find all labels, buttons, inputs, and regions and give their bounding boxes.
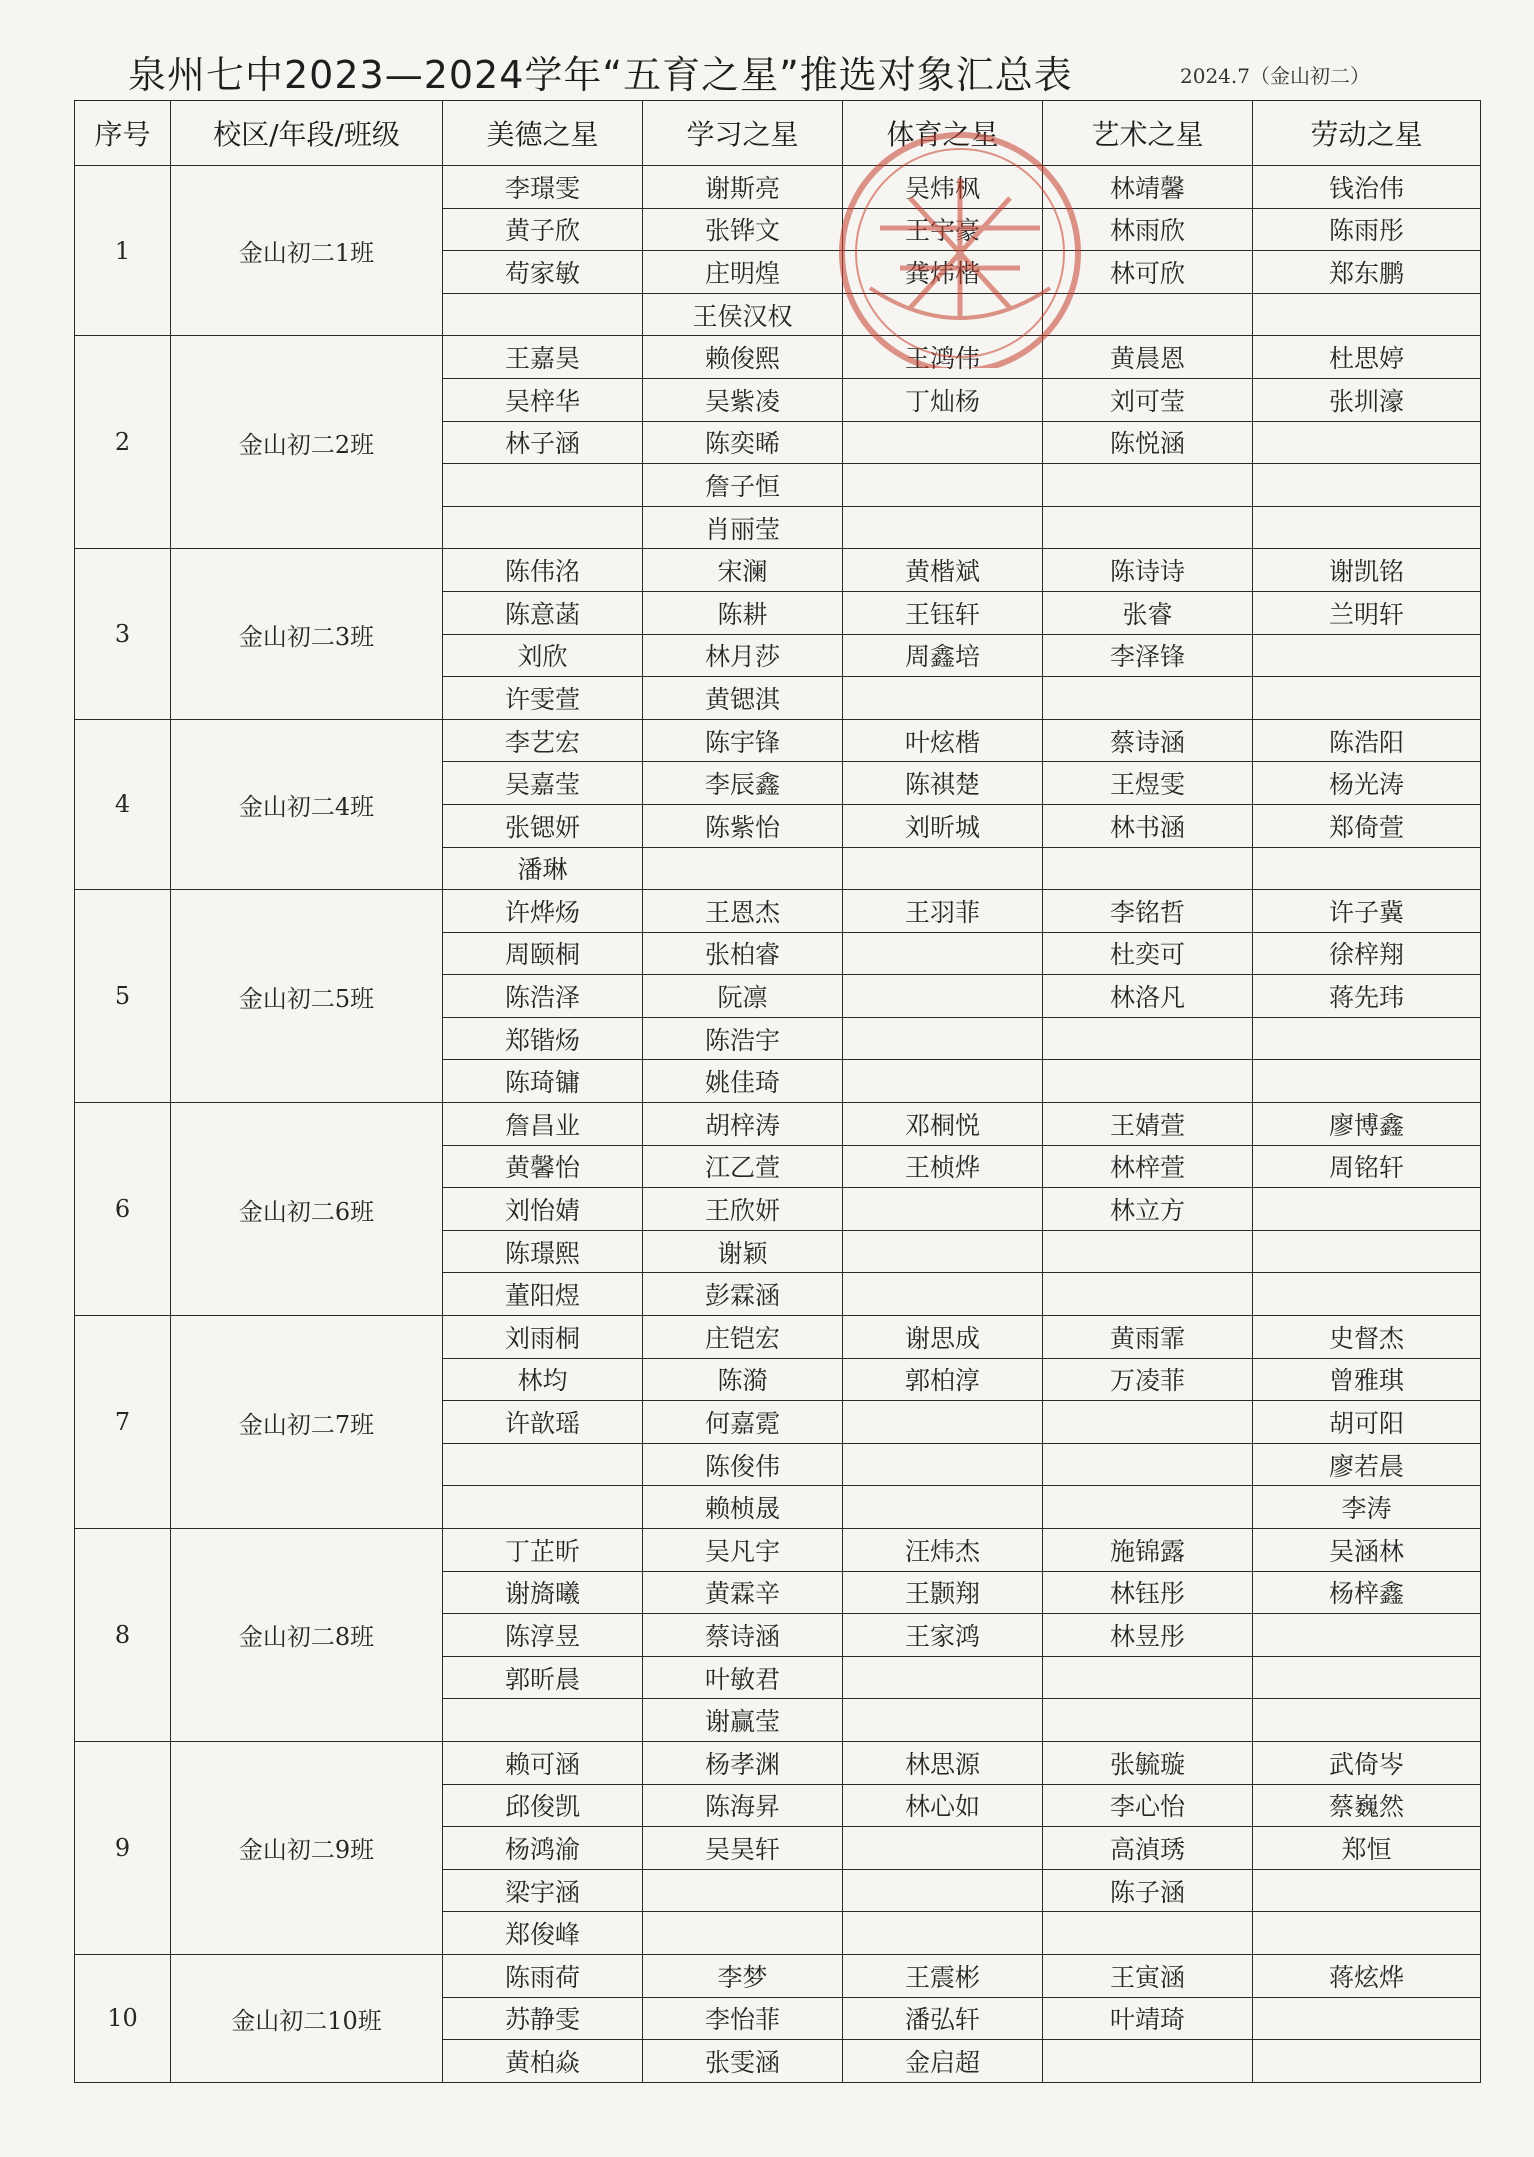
table-row — [75, 890, 1481, 933]
cell-art-star: 陈悦涵 — [1043, 421, 1253, 464]
cell-sports-star: 汪炜杰 — [843, 1529, 1043, 1572]
cell-art-star — [1043, 506, 1253, 549]
cell-art-star: 王婧萱 — [1043, 1103, 1253, 1146]
cell-virtue-star: 吴梓华 — [443, 378, 643, 421]
table-row — [75, 336, 1481, 379]
cell-sports-star: 谢思成 — [843, 1316, 1043, 1359]
cell-sports-star: 金启超 — [843, 2040, 1043, 2083]
cell-study-star: 肖丽莹 — [643, 506, 843, 549]
cell-labor-star — [1253, 1656, 1481, 1699]
cell-art-star: 杜奕可 — [1043, 932, 1253, 975]
cell-seq: 2 — [75, 336, 171, 549]
cell-class: 金山初二3班 — [171, 549, 443, 719]
cell-labor-star — [1253, 1699, 1481, 1742]
cell-study-star: 吴凡宇 — [643, 1529, 843, 1572]
cell-virtue-star: 许烨炀 — [443, 890, 643, 933]
cell-sports-star — [843, 421, 1043, 464]
cell-study-star: 李辰鑫 — [643, 762, 843, 805]
cell-virtue-star: 苏静雯 — [443, 1997, 643, 2040]
cell-labor-star: 周铭轩 — [1253, 1145, 1481, 1188]
cell-seq: 1 — [75, 166, 171, 336]
cell-art-star: 林昱彤 — [1043, 1614, 1253, 1657]
cell-study-star: 陈海昇 — [643, 1784, 843, 1827]
cell-study-star: 彭霖涵 — [643, 1273, 843, 1316]
cell-art-star: 陈子涵 — [1043, 1869, 1253, 1912]
table-row — [75, 1529, 1481, 1572]
cell-virtue-star — [443, 293, 643, 336]
cell-virtue-star: 黄柏焱 — [443, 2040, 643, 2083]
cell-labor-star — [1253, 1188, 1481, 1231]
cell-study-star: 吴紫凌 — [643, 378, 843, 421]
cell-study-star — [643, 847, 843, 890]
cell-art-star — [1043, 1230, 1253, 1273]
cell-sports-star: 郭柏淳 — [843, 1358, 1043, 1401]
cell-labor-star: 李涛 — [1253, 1486, 1481, 1529]
cell-sports-star — [843, 1656, 1043, 1699]
cell-art-star — [1043, 2040, 1253, 2083]
cell-sports-star — [843, 1827, 1043, 1870]
cell-art-star — [1043, 1699, 1253, 1742]
cell-sports-star — [843, 1017, 1043, 1060]
cell-labor-star: 郑恒 — [1253, 1827, 1481, 1870]
cell-study-star: 李怡菲 — [643, 1997, 843, 2040]
table-header-row — [75, 101, 1481, 166]
cell-art-star: 高湞琇 — [1043, 1827, 1253, 1870]
cell-labor-star — [1253, 1912, 1481, 1955]
cell-labor-star: 廖若晨 — [1253, 1443, 1481, 1486]
cell-class: 金山初二5班 — [171, 890, 443, 1103]
cell-art-star — [1043, 1486, 1253, 1529]
cell-sports-star — [843, 1273, 1043, 1316]
cell-virtue-star: 詹昌业 — [443, 1103, 643, 1146]
cell-labor-star — [1253, 506, 1481, 549]
cell-labor-star: 钱治伟 — [1253, 166, 1481, 209]
cell-sports-star — [843, 1401, 1043, 1444]
cell-sports-star — [843, 1060, 1043, 1103]
cell-labor-star — [1253, 634, 1481, 677]
cell-virtue-star: 董阳煜 — [443, 1273, 643, 1316]
cell-labor-star: 胡可阳 — [1253, 1401, 1481, 1444]
cell-virtue-star: 王嘉昊 — [443, 336, 643, 379]
cell-labor-star: 蔡巍然 — [1253, 1784, 1481, 1827]
cell-study-star: 黄霖辛 — [643, 1571, 843, 1614]
cell-labor-star — [1253, 1869, 1481, 1912]
table-row — [75, 1954, 1481, 1997]
cell-sports-star — [843, 293, 1043, 336]
cell-study-star: 胡梓涛 — [643, 1103, 843, 1146]
cell-sports-star: 王桢烨 — [843, 1145, 1043, 1188]
cell-virtue-star: 李璟雯 — [443, 166, 643, 209]
cell-virtue-star: 郑俊峰 — [443, 1912, 643, 1955]
cell-sports-star: 王羽菲 — [843, 890, 1043, 933]
cell-sports-star: 林思源 — [843, 1741, 1043, 1784]
cell-study-star: 姚佳琦 — [643, 1060, 843, 1103]
cell-virtue-star: 吴嘉莹 — [443, 762, 643, 805]
cell-virtue-star: 刘怡婧 — [443, 1188, 643, 1231]
cell-art-star: 林梓萱 — [1043, 1145, 1253, 1188]
cell-labor-star: 陈浩阳 — [1253, 719, 1481, 762]
cell-study-star: 何嘉霓 — [643, 1401, 843, 1444]
cell-virtue-star — [443, 1699, 643, 1742]
cell-sports-star: 刘昕城 — [843, 804, 1043, 847]
cell-seq: 10 — [75, 1954, 171, 2082]
cell-virtue-star: 陈意菡 — [443, 591, 643, 634]
cell-labor-star: 杨光涛 — [1253, 762, 1481, 805]
cell-study-star — [643, 1869, 843, 1912]
cell-study-star: 张柏睿 — [643, 932, 843, 975]
cell-sports-star — [843, 847, 1043, 890]
cell-virtue-star: 陈琦镛 — [443, 1060, 643, 1103]
cell-virtue-star: 邱俊凯 — [443, 1784, 643, 1827]
table-row — [75, 1103, 1481, 1146]
cell-sports-star — [843, 975, 1043, 1018]
cell-seq: 9 — [75, 1741, 171, 1954]
cell-art-star: 李泽锋 — [1043, 634, 1253, 677]
cell-virtue-star: 陈雨荷 — [443, 1954, 643, 1997]
cell-virtue-star: 刘欣 — [443, 634, 643, 677]
cell-virtue-star: 林均 — [443, 1358, 643, 1401]
cell-class: 金山初二8班 — [171, 1529, 443, 1742]
document-title: 泉州七中2023—2024学年“五育之星”推选对象汇总表 — [128, 53, 1073, 97]
cell-study-star: 詹子恒 — [643, 464, 843, 507]
header — [0, 36, 1534, 104]
cell-sports-star: 林心如 — [843, 1784, 1043, 1827]
cell-art-star — [1043, 1401, 1253, 1444]
nominee-table — [74, 100, 1481, 2083]
cell-labor-star: 陈雨彤 — [1253, 208, 1481, 251]
header-labor-star: 劳动之星 — [1253, 101, 1481, 166]
cell-virtue-star — [443, 1486, 643, 1529]
cell-study-star: 陈奕晞 — [643, 421, 843, 464]
table-row — [75, 1741, 1481, 1784]
cell-sports-star — [843, 1188, 1043, 1231]
cell-labor-star — [1253, 293, 1481, 336]
cell-art-star: 施锦露 — [1043, 1529, 1253, 1572]
cell-study-star: 王欣妍 — [643, 1188, 843, 1231]
cell-labor-star — [1253, 2040, 1481, 2083]
cell-study-star: 王恩杰 — [643, 890, 843, 933]
cell-labor-star: 廖博鑫 — [1253, 1103, 1481, 1146]
cell-art-star — [1043, 1060, 1253, 1103]
cell-labor-star: 兰明轩 — [1253, 591, 1481, 634]
cell-labor-star: 杜思婷 — [1253, 336, 1481, 379]
cell-labor-star: 谢凯铭 — [1253, 549, 1481, 592]
cell-labor-star: 张圳濠 — [1253, 378, 1481, 421]
cell-study-star: 蔡诗涵 — [643, 1614, 843, 1657]
cell-virtue-star: 郑锴炀 — [443, 1017, 643, 1060]
cell-art-star — [1043, 847, 1253, 890]
cell-labor-star: 蒋先玮 — [1253, 975, 1481, 1018]
cell-study-star: 林月莎 — [643, 634, 843, 677]
cell-study-star: 谢颖 — [643, 1230, 843, 1273]
cell-virtue-star: 苟家敏 — [443, 251, 643, 294]
cell-virtue-star: 刘雨桐 — [443, 1316, 643, 1359]
cell-virtue-star: 郭昕晨 — [443, 1656, 643, 1699]
cell-labor-star — [1253, 1997, 1481, 2040]
cell-virtue-star: 黄馨怡 — [443, 1145, 643, 1188]
cell-sports-star: 陈祺楚 — [843, 762, 1043, 805]
header-class: 校区/年段/班级 — [171, 101, 443, 166]
cell-sports-star — [843, 1230, 1043, 1273]
cell-sports-star: 吴炜枫 — [843, 166, 1043, 209]
cell-art-star — [1043, 677, 1253, 720]
cell-art-star: 陈诗诗 — [1043, 549, 1253, 592]
cell-sports-star: 王家鸿 — [843, 1614, 1043, 1657]
cell-study-star: 王侯汉权 — [643, 293, 843, 336]
cell-study-star: 张铧文 — [643, 208, 843, 251]
cell-art-star: 林雨欣 — [1043, 208, 1253, 251]
cell-sports-star: 王颢翔 — [843, 1571, 1043, 1614]
cell-sports-star — [843, 464, 1043, 507]
cell-virtue-star: 林子涵 — [443, 421, 643, 464]
cell-virtue-star: 潘琳 — [443, 847, 643, 890]
cell-virtue-star: 丁芷昕 — [443, 1529, 643, 1572]
cell-art-star: 林钰彤 — [1043, 1571, 1253, 1614]
cell-class: 金山初二10班 — [171, 1954, 443, 2082]
cell-virtue-star — [443, 1443, 643, 1486]
cell-labor-star — [1253, 1060, 1481, 1103]
cell-sports-star — [843, 1443, 1043, 1486]
cell-study-star: 叶敏君 — [643, 1656, 843, 1699]
cell-study-star: 吴昊轩 — [643, 1827, 843, 1870]
cell-art-star: 林可欣 — [1043, 251, 1253, 294]
cell-virtue-star: 梁宇涵 — [443, 1869, 643, 1912]
cell-virtue-star: 许雯萱 — [443, 677, 643, 720]
cell-virtue-star: 杨鸿渝 — [443, 1827, 643, 1870]
cell-study-star — [643, 1912, 843, 1955]
header-virtue-star: 美德之星 — [443, 101, 643, 166]
cell-sports-star: 黄楷斌 — [843, 549, 1043, 592]
cell-art-star: 林靖馨 — [1043, 166, 1253, 209]
cell-study-star: 杨孝渊 — [643, 1741, 843, 1784]
cell-study-star: 庄明煌 — [643, 251, 843, 294]
cell-sports-star: 丁灿杨 — [843, 378, 1043, 421]
cell-study-star: 陈浩宇 — [643, 1017, 843, 1060]
cell-sports-star: 潘弘轩 — [843, 1997, 1043, 2040]
cell-art-star: 王煜雯 — [1043, 762, 1253, 805]
cell-study-star: 陈漪 — [643, 1358, 843, 1401]
cell-labor-star: 曾雅琪 — [1253, 1358, 1481, 1401]
header-art-star: 艺术之星 — [1043, 101, 1253, 166]
cell-art-star: 林洛凡 — [1043, 975, 1253, 1018]
cell-study-star: 赖桢晟 — [643, 1486, 843, 1529]
cell-sports-star: 周鑫培 — [843, 634, 1043, 677]
cell-virtue-star — [443, 464, 643, 507]
cell-labor-star: 杨梓鑫 — [1253, 1571, 1481, 1614]
cell-art-star — [1043, 293, 1253, 336]
cell-virtue-star: 黄子欣 — [443, 208, 643, 251]
table-row — [75, 1316, 1481, 1359]
cell-labor-star: 蒋炫烨 — [1253, 1954, 1481, 1997]
cell-art-star: 李铭哲 — [1043, 890, 1253, 933]
cell-labor-star — [1253, 421, 1481, 464]
document-date: 2024.7（金山初二） — [1180, 64, 1370, 88]
cell-study-star: 庄铠宏 — [643, 1316, 843, 1359]
cell-class: 金山初二4班 — [171, 719, 443, 889]
cell-art-star: 黄雨霏 — [1043, 1316, 1253, 1359]
cell-art-star — [1043, 1912, 1253, 1955]
cell-class: 金山初二2班 — [171, 336, 443, 549]
cell-art-star: 刘可莹 — [1043, 378, 1253, 421]
cell-art-star: 万凌菲 — [1043, 1358, 1253, 1401]
cell-labor-star: 史督杰 — [1253, 1316, 1481, 1359]
cell-art-star: 黄晨恩 — [1043, 336, 1253, 379]
cell-art-star — [1043, 1443, 1253, 1486]
table-row — [75, 719, 1481, 762]
cell-labor-star — [1253, 847, 1481, 890]
table-body — [75, 166, 1481, 2083]
cell-sports-star — [843, 1869, 1043, 1912]
cell-labor-star: 武倚岑 — [1253, 1741, 1481, 1784]
cell-class: 金山初二1班 — [171, 166, 443, 336]
cell-virtue-star: 陈璟熙 — [443, 1230, 643, 1273]
cell-sports-star — [843, 932, 1043, 975]
cell-labor-star — [1253, 1273, 1481, 1316]
cell-art-star — [1043, 1273, 1253, 1316]
cell-study-star: 李梦 — [643, 1954, 843, 1997]
cell-sports-star — [843, 677, 1043, 720]
cell-labor-star — [1253, 464, 1481, 507]
cell-study-star: 谢斯亮 — [643, 166, 843, 209]
cell-art-star: 李心怡 — [1043, 1784, 1253, 1827]
cell-seq: 8 — [75, 1529, 171, 1742]
cell-class: 金山初二9班 — [171, 1741, 443, 1954]
cell-class: 金山初二6班 — [171, 1103, 443, 1316]
cell-sports-star — [843, 1699, 1043, 1742]
cell-study-star: 黄锶淇 — [643, 677, 843, 720]
cell-study-star: 陈宇锋 — [643, 719, 843, 762]
cell-sports-star — [843, 1912, 1043, 1955]
cell-sports-star: 王震彬 — [843, 1954, 1043, 1997]
cell-virtue-star: 谢旖曦 — [443, 1571, 643, 1614]
cell-art-star: 王寅涵 — [1043, 1954, 1253, 1997]
cell-sports-star: 龚炜楷 — [843, 251, 1043, 294]
header-sports-star: 体育之星 — [843, 101, 1043, 166]
cell-labor-star: 郑倚萱 — [1253, 804, 1481, 847]
cell-sports-star: 邓桐悦 — [843, 1103, 1043, 1146]
cell-art-star: 张睿 — [1043, 591, 1253, 634]
cell-virtue-star: 李艺宏 — [443, 719, 643, 762]
cell-study-star: 陈紫怡 — [643, 804, 843, 847]
cell-study-star: 宋澜 — [643, 549, 843, 592]
cell-study-star: 阮凛 — [643, 975, 843, 1018]
cell-art-star: 林立方 — [1043, 1188, 1253, 1231]
cell-labor-star — [1253, 1614, 1481, 1657]
cell-sports-star: 叶炫楷 — [843, 719, 1043, 762]
cell-seq: 7 — [75, 1316, 171, 1529]
cell-virtue-star: 陈淳昱 — [443, 1614, 643, 1657]
cell-sports-star — [843, 1486, 1043, 1529]
cell-labor-star: 吴涵林 — [1253, 1529, 1481, 1572]
cell-virtue-star: 赖可涵 — [443, 1741, 643, 1784]
cell-labor-star — [1253, 1017, 1481, 1060]
cell-labor-star — [1253, 677, 1481, 720]
cell-study-star: 陈耕 — [643, 591, 843, 634]
cell-virtue-star: 张锶妍 — [443, 804, 643, 847]
cell-art-star — [1043, 464, 1253, 507]
cell-study-star: 陈俊伟 — [643, 1443, 843, 1486]
cell-seq: 3 — [75, 549, 171, 719]
cell-seq: 5 — [75, 890, 171, 1103]
cell-study-star: 江乙萱 — [643, 1145, 843, 1188]
table-row — [75, 549, 1481, 592]
cell-virtue-star: 周颐桐 — [443, 932, 643, 975]
cell-art-star — [1043, 1656, 1253, 1699]
cell-virtue-star: 陈伟洺 — [443, 549, 643, 592]
cell-sports-star: 王鸿伟 — [843, 336, 1043, 379]
cell-labor-star: 徐梓翔 — [1253, 932, 1481, 975]
cell-labor-star: 许子冀 — [1253, 890, 1481, 933]
cell-class: 金山初二7班 — [171, 1316, 443, 1529]
cell-labor-star: 郑东鹏 — [1253, 251, 1481, 294]
header-study-star: 学习之星 — [643, 101, 843, 166]
cell-labor-star — [1253, 1230, 1481, 1273]
cell-virtue-star: 陈浩泽 — [443, 975, 643, 1018]
cell-sports-star — [843, 506, 1043, 549]
cell-sports-star: 王钰轩 — [843, 591, 1043, 634]
cell-sports-star: 王宇豪 — [843, 208, 1043, 251]
cell-virtue-star — [443, 506, 643, 549]
cell-study-star: 谢赢莹 — [643, 1699, 843, 1742]
cell-art-star: 林书涵 — [1043, 804, 1253, 847]
cell-study-star: 张雯涵 — [643, 2040, 843, 2083]
cell-art-star: 张毓璇 — [1043, 1741, 1253, 1784]
cell-study-star: 赖俊熙 — [643, 336, 843, 379]
cell-seq: 4 — [75, 719, 171, 889]
cell-art-star — [1043, 1017, 1253, 1060]
cell-art-star: 蔡诗涵 — [1043, 719, 1253, 762]
table-row — [75, 166, 1481, 209]
cell-art-star: 叶靖琦 — [1043, 1997, 1253, 2040]
cell-seq: 6 — [75, 1103, 171, 1316]
cell-virtue-star: 许歆瑶 — [443, 1401, 643, 1444]
header-seq: 序号 — [75, 101, 171, 166]
